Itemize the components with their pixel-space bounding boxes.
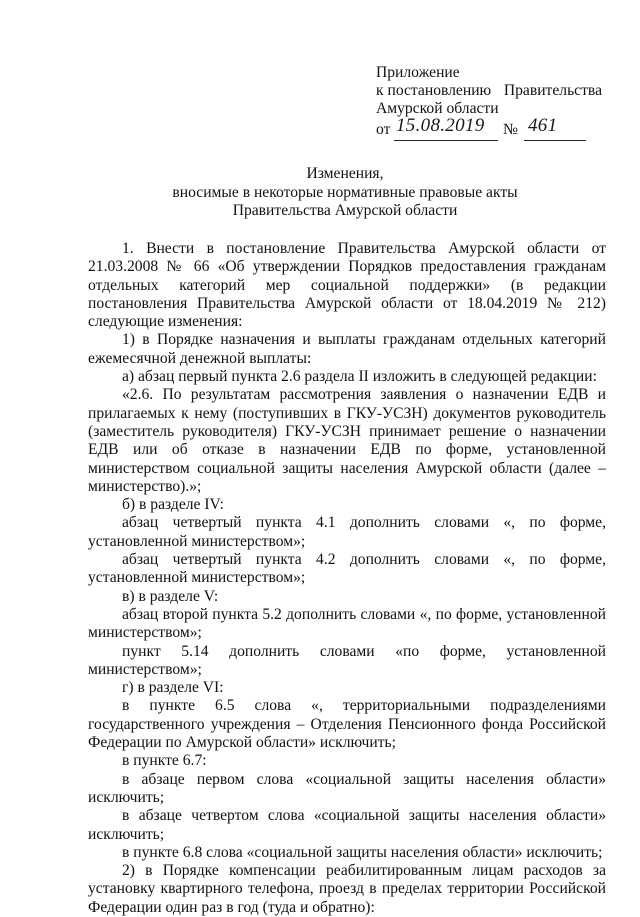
paragraph-4: «2.6. По результатам рассмотрения заявления о назначении ЕДВ и прилагаемых к нему (поступивших в ГКУ-УСЗН) документов руководитель (заместитель руководителя) ГКУ-УСЗН принимает решение о назначении ЕДВ или об отказе в назначении ЕДВ по форме, установленной министерством социальной защиты населения Амурской области (далее – министерство).»; (88, 386, 606, 495)
paragraph-10: пункт 5.14 дополнить словами «по форме, установленной министерством»; (88, 642, 606, 678)
appendix-line-3: Амурской области (376, 100, 499, 117)
paragraph-14: в абзаце первом слова «социальной защиты населения области» исключить; (88, 770, 606, 806)
appendix-line-2a: к постановлению (376, 82, 492, 99)
title-line-3: Правительства Амурской области (232, 202, 458, 219)
appendix-header (376, 64, 616, 141)
appendix-line-1: Приложение (376, 64, 460, 81)
paragraph-1: 1. Внести в постановление Правительства Амурской области от 21.03.2008 № 66 «Об утверждении Порядков предоставления гражданам отдельных категорий мер социальной поддержки» (в редакции постановления Правительства Амурской области от 18.04.2019 № 212) следующие изменения: (88, 240, 606, 331)
paragraph-11: г) в разделе VI: (122, 679, 224, 697)
date-underline (394, 140, 498, 141)
date-prefix: от (376, 121, 391, 138)
paragraph-16: в пункте 6.8 слова «социальной защиты населения области» исключить; (122, 843, 603, 861)
paragraph-13: в пункте 6.7: (122, 752, 207, 770)
document-body (88, 240, 606, 917)
paragraph-3: а) абзац первый пункта 2.6 раздела II изложить в следующей редакции: (122, 368, 597, 386)
paragraph-8: в) в разделе V: (122, 587, 219, 605)
title-line-2: вносимые в некоторые нормативные правовые акты (172, 183, 518, 201)
appendix-line-2 (376, 82, 602, 100)
paragraph-2: 1) в Порядке назначения и выплаты гражданам отдельных категорий ежемесячной денежной выплаты: (88, 331, 606, 367)
appendix-date-row (376, 115, 616, 141)
title-line-1: Изменения, (306, 165, 384, 182)
paragraph-9: абзац второй пункта 5.2 дополнить словами «, по форме, установленной министерством»; (88, 605, 606, 642)
document-title (90, 165, 600, 221)
paragraph-6: абзац четвертый пункта 4.1 дополнить словами «, по форме, установленной министерством»; (88, 514, 606, 550)
paragraph-5: б) в разделе IV: (122, 496, 224, 514)
number-underline (524, 140, 586, 141)
appendix-line-2b: Правительства (503, 82, 602, 99)
paragraph-12: в пункте 6.5 слова «, территориальными подразделениями государственного учреждения – Отделения Пенсионного фонда Российской Федерации по Амурской области» исключить; (88, 697, 606, 752)
paragraph-17: 2) в Порядке компенсации реабилитированным лицам расходов за установку квартирного телефона, проезд в пределах территории Российской Федерации один раз в год (туда и обратно): (88, 862, 606, 916)
handwritten-date: 15.08.2019 (396, 115, 485, 136)
paragraph-7: абзац четвертый пункта 4.2 дополнить словами «, по форме, установленной министерством»; (88, 551, 606, 587)
handwritten-number: 461 (528, 115, 558, 136)
paragraph-15: в абзаце четвертом слова «социальной защиты населения области» исключить; (88, 807, 606, 843)
number-prefix: № (503, 121, 518, 138)
